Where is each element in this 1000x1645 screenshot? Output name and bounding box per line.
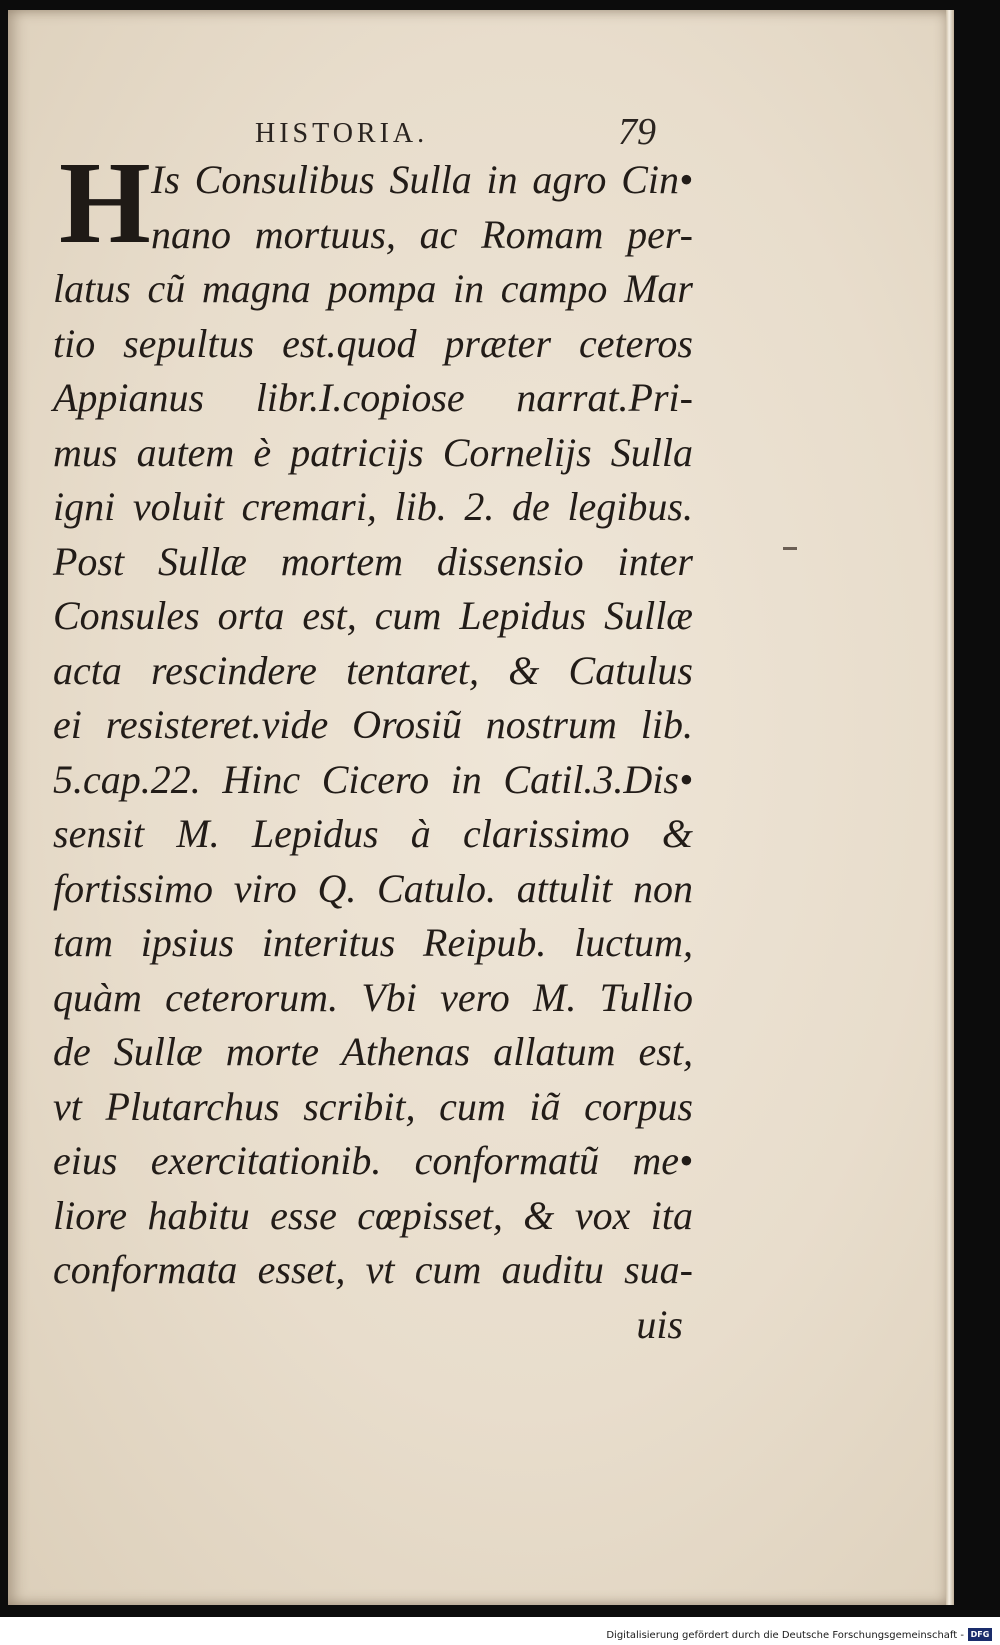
dfg-logo: DFG bbox=[968, 1628, 992, 1641]
running-head: HISTORIA. bbox=[255, 118, 429, 149]
text-line: nano mortuus, ac Romam per- bbox=[151, 211, 693, 257]
catchword: uis bbox=[636, 1301, 683, 1347]
text-line: acta rescindere tentaret, & Catulus bbox=[53, 647, 693, 693]
ink-mark bbox=[783, 547, 797, 550]
text-line: latus cũ magna pompa in campo Mar bbox=[53, 266, 693, 311]
page-number: 79 bbox=[618, 111, 656, 153]
text-line: Is Consulibus Sulla in agro Cin• bbox=[151, 157, 693, 202]
page-edge bbox=[946, 10, 954, 1605]
text-line: tio sepultus est.quod præter ceteros bbox=[53, 320, 693, 366]
funding-note: Digitalisierung gefördert durch die Deutsche Forschungsgemeinschaft - bbox=[606, 1630, 964, 1641]
text-line: liore habitu esse cœpisset, & vox ita bbox=[53, 1192, 693, 1238]
text-line: Consules orta est, cum Lepidus Sullæ bbox=[53, 593, 693, 638]
text-line: eius exercitationib. conformatũ me• bbox=[53, 1138, 693, 1183]
text-line: quàm ceterorum. Vbi vero M. Tullio bbox=[53, 974, 693, 1020]
text-line: Post Sullæ mortem dissensio inter bbox=[53, 538, 693, 584]
drop-cap-initial: H bbox=[59, 137, 151, 268]
text-line: conformata esset, vt cum auditu sua- bbox=[53, 1247, 693, 1292]
text-line: fortissimo viro Q. Catulo. attulit non bbox=[53, 865, 693, 911]
text-line: sensit M. Lepidus à clarissimo & bbox=[53, 811, 693, 856]
text-line: mus autem è patricijs Cornelijs Sulla bbox=[53, 429, 693, 475]
text-line: 5.cap.22. Hinc Cicero in Catil.3.Dis• bbox=[53, 756, 693, 802]
text-line: ei resisteret.vide Orosiũ nostrum lib. bbox=[53, 702, 693, 747]
text-line: de Sullæ morte Athenas allatum est, bbox=[53, 1029, 693, 1074]
text-line: Appianus libr.I.copiose narrat.Pri- bbox=[53, 375, 693, 420]
body-text bbox=[53, 137, 693, 1352]
text-line: vt Plutarchus scribit, cum iã corpus bbox=[53, 1083, 693, 1129]
book-page bbox=[8, 10, 952, 1605]
text-line: tam ipsius interitus Reipub. luctum, bbox=[53, 920, 693, 965]
text-line: igni voluit cremari, lib. 2. de legibus. bbox=[53, 484, 693, 529]
